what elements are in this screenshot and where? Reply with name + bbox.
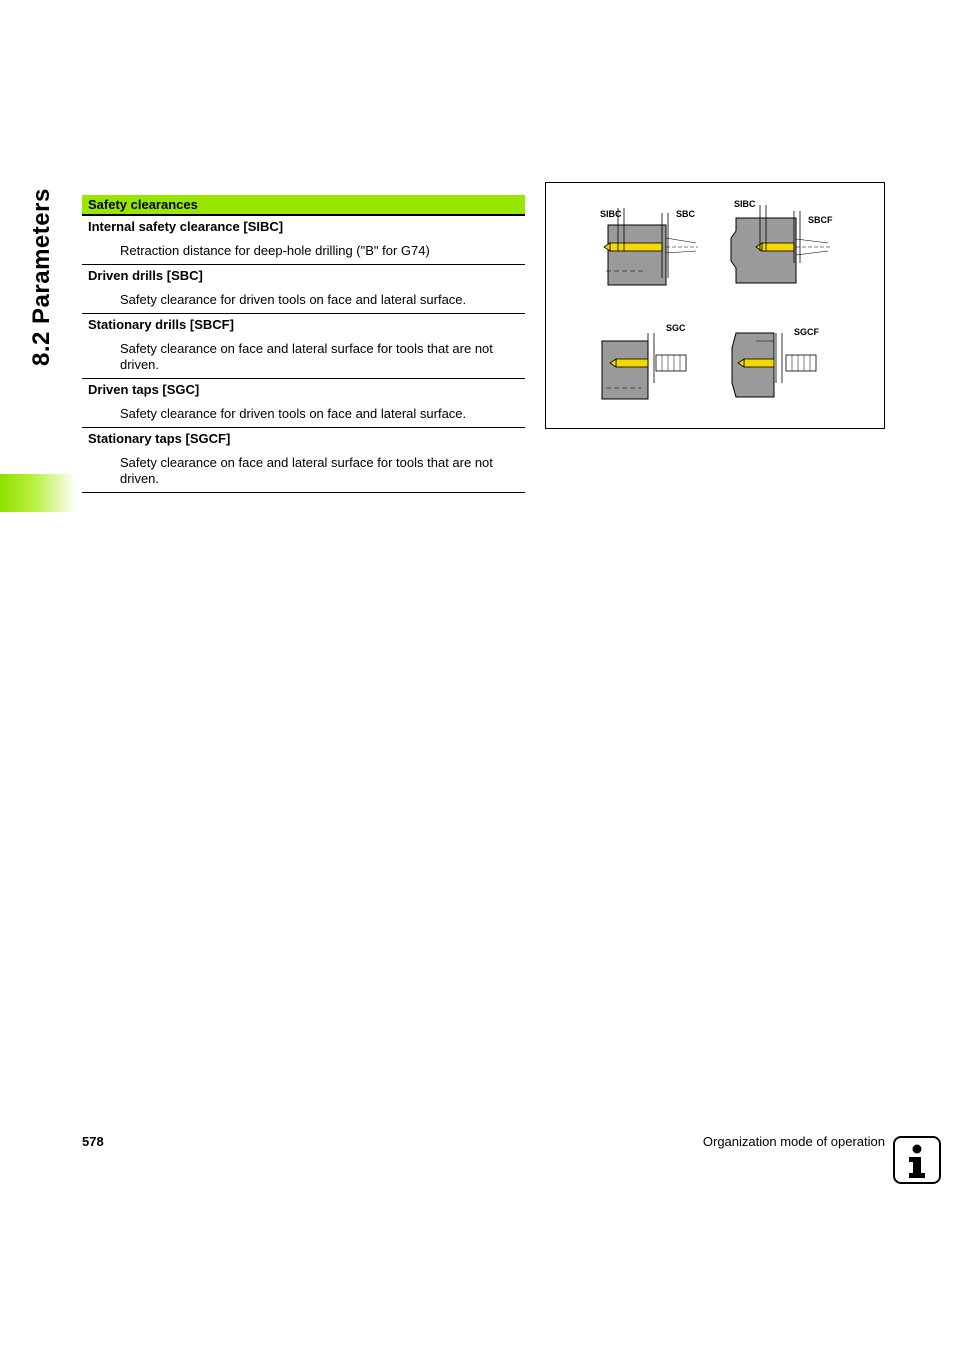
label-sgcf: SGCF (794, 327, 820, 337)
label-sgc: SGC (666, 323, 686, 333)
safety-clearance-figure (545, 182, 885, 429)
param-name: Driven taps [SGC] (88, 382, 200, 397)
param-name: Stationary drills [SBCF] (88, 317, 234, 332)
chapter-side-title: 8.2 Parameters (28, 188, 55, 366)
clearance-diagram (546, 183, 884, 428)
diagram-stationary-drill (731, 199, 833, 283)
param-name: Driven drills [SBC] (88, 268, 203, 283)
footer-chapter-text: Organization mode of operation (702, 1134, 885, 1149)
label-sibc-2: SIBC (734, 199, 756, 209)
diagram-stationary-tap (732, 327, 820, 397)
table-row (82, 428, 525, 493)
label-sbc: SBC (676, 209, 696, 219)
param-name: Stationary taps [SGCF] (88, 431, 231, 446)
page-number: 578 (82, 1134, 104, 1149)
diagram-driven-drill (600, 208, 698, 285)
label-sbcf: SBCF (808, 215, 833, 225)
param-name: Internal safety clearance [SIBC] (88, 219, 284, 234)
table-row (82, 216, 525, 265)
param-description: Retraction distance for deep-hole drilling ("B" for G74) (120, 243, 430, 258)
section-header: Safety clearances (82, 195, 525, 216)
param-description: Safety clearance on face and lateral surface for tools that are not driven. (120, 341, 493, 372)
diagram-driven-tap (602, 323, 686, 399)
param-description: Safety clearance on face and lateral surface for tools that are not driven. (120, 455, 493, 486)
table-row (82, 265, 525, 314)
param-description: Safety clearance for driven tools on face and lateral surface. (120, 406, 467, 421)
chapter-tab-marker (0, 474, 76, 512)
label-sibc: SIBC (600, 209, 622, 219)
table-row (82, 314, 525, 379)
info-icon (893, 1136, 941, 1184)
param-description: Safety clearance for driven tools on face and lateral surface. (120, 292, 467, 307)
table-row (82, 379, 525, 428)
parameter-table (82, 195, 525, 493)
